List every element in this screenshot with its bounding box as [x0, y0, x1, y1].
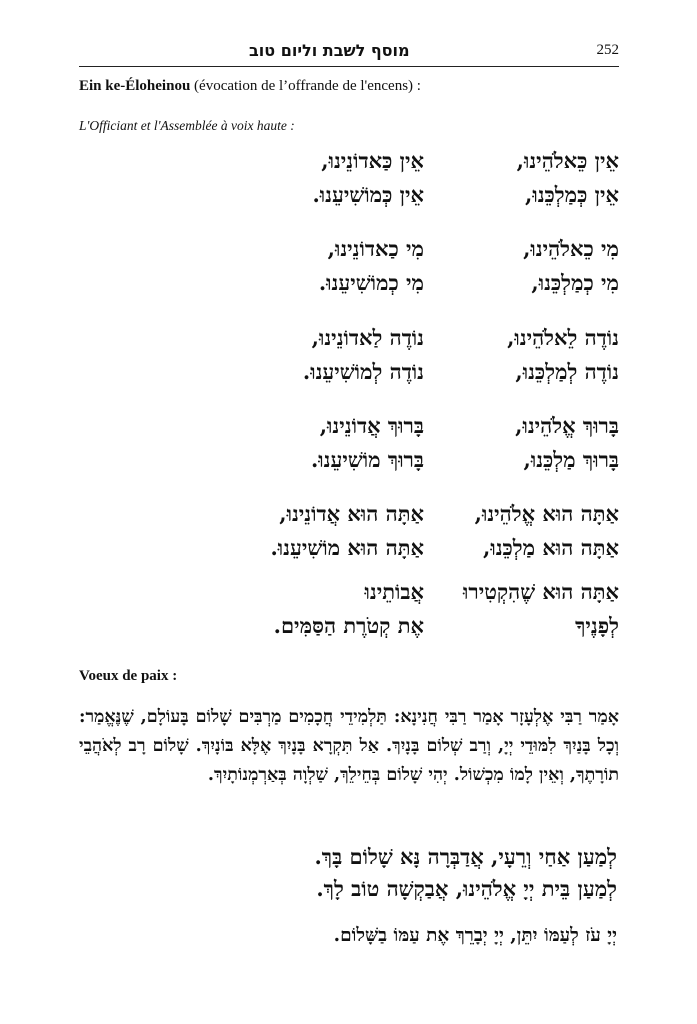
- stanza-right-text: בָּרוּךְ אֱלֹהֵינוּ,: [515, 413, 619, 438]
- stanza-right-text: אַתָּה הוּא אֱלֹהֵינוּ,: [474, 501, 619, 526]
- stanza-line: [179, 270, 619, 300]
- peace-paragraph: אָמַר רַבִּי אֶלְעָזָר אָמַר רַבִּי חֲנִינָא: תַּלְמִידֵי חֲכָמִים מַרְבִּים שָׁלוֹם בָּעוֹלָם, שֶׁנֶּאֱמַר: וְכָל בָּנַיִךְ לִמּוּדֵי יְיָ, וְרַב שְׁלוֹם בָּנָיִךְ. אַל תִּקְרָא בָּנָיִךְ אֶלָּא בּוֹנָיִךְ. שָׁלוֹם רָב לְאֹהֲבֵי תוֹרָתֶךָ, וְאֵין לָמוֹ מִכְשׁוֹל. יְהִי שָׁלוֹם בְּחֵילֵךְ, שַׁלְוָה בְּאַרְמְנוֹתָיִךְ.: [79, 707, 619, 785]
- stanza-left-text: מִי כַאדוֹנֵינוּ,: [327, 236, 424, 261]
- stanza-left-text: אֶת קְטֹרֶת הַסַּמִּים.: [273, 613, 424, 638]
- stanza-line: [179, 236, 619, 266]
- stanza-left-text: אַתָּה הוּא מוֹשִׁיעֵנוּ.: [270, 535, 424, 560]
- stanza-line: [179, 501, 619, 531]
- section-title-ein-keeloheinou: [79, 78, 421, 95]
- stanza-line: [179, 413, 619, 443]
- stanza-right-text: אֵין כֵּאלֹהֵינוּ,: [516, 148, 619, 173]
- stanza-right-text: נוֹדֶה לְמַלְכֵּנוּ,: [515, 359, 619, 384]
- stanza-line: [179, 325, 619, 355]
- stanza-left-text: אַתָּה הוּא אֲדוֹנֵינוּ,: [279, 501, 424, 526]
- stanza-right-text: אַתָּה הוּא מַלְכֵּנוּ,: [483, 535, 619, 560]
- stanza-left-text: בָּרוּךְ אֲדוֹנֵינוּ,: [319, 413, 424, 438]
- instruction-text: L'Officiant et l'Assemblée à voix haute :: [79, 118, 295, 133]
- verse-line-2: לְמַעַן בֵּית יְיָ אֱלֹהֵינוּ, אֲבַקְשָׁה טוֹב לָךְ.: [316, 876, 617, 901]
- section-title-voeux: Voeux de paix :: [79, 668, 178, 684]
- stanza-left-text: אֵין כְּמוֹשִׁיעֵנוּ.: [312, 182, 424, 207]
- stanza-left-text: מִי כְמוֹשִׁיעֵנוּ.: [318, 270, 424, 295]
- running-title: מוסף לשבת וליום טוב: [249, 41, 410, 60]
- stanza-right-text: מִי כֵאלֹהֵינוּ,: [523, 236, 619, 261]
- section-title-bold: Ein ke-Éloheinou: [79, 78, 191, 94]
- stanza-line: [179, 359, 619, 389]
- stanza-right-text: אַתָּה הוּא שֶׁהִקְטִירוּ: [463, 579, 619, 604]
- verse-line-3: יְיָ עֹז לְעַמּוֹ יִתֵּן, יְיָ יְבָרֵךְ אֶת עַמּוֹ בַשָּׁלוֹם.: [333, 925, 617, 946]
- stanza-line: [179, 613, 619, 643]
- page-number: 252: [596, 42, 619, 58]
- stanza-right-text: אֵין כְּמַלְכֵּנוּ,: [525, 182, 619, 207]
- stanza-right-text: בָּרוּךְ מַלְכֵּנוּ,: [523, 447, 619, 472]
- stanza-line: [179, 579, 619, 609]
- stanza-line: [179, 182, 619, 212]
- page-header: [79, 42, 619, 67]
- stanza-line: [179, 447, 619, 477]
- stanza-right-text: לְפָנֶיךָ: [575, 613, 619, 638]
- stanza-left-text: נוֹדֶה לַאדוֹנֵינוּ,: [311, 325, 424, 350]
- stanza-left-text: אֵין כַּאדוֹנֵינוּ,: [321, 148, 424, 173]
- stanza-left-text: בָּרוּךְ מוֹשִׁיעֵנוּ.: [310, 447, 424, 472]
- stanza-line: [179, 535, 619, 565]
- stanza-right-text: נוֹדֶה לֵאלֹהֵינוּ,: [507, 325, 619, 350]
- stanza-left-text: אֲבוֹתֵינוּ: [364, 579, 424, 604]
- stanza-right-text: מִי כְמַלְכֵּנוּ,: [531, 270, 619, 295]
- stanza-left-text: נוֹדֶה לְמוֹשִׁיעֵנוּ.: [302, 359, 424, 384]
- stanza-line: [179, 148, 619, 178]
- section-title-rest: (évocation de l’offrande de l'encens) :: [190, 78, 421, 94]
- verse-line-1: לְמַעַן אַחַי וְרֵעָי, אֲדַבְּרָה נָּא שָׁלוֹם בָּךְ.: [314, 844, 617, 869]
